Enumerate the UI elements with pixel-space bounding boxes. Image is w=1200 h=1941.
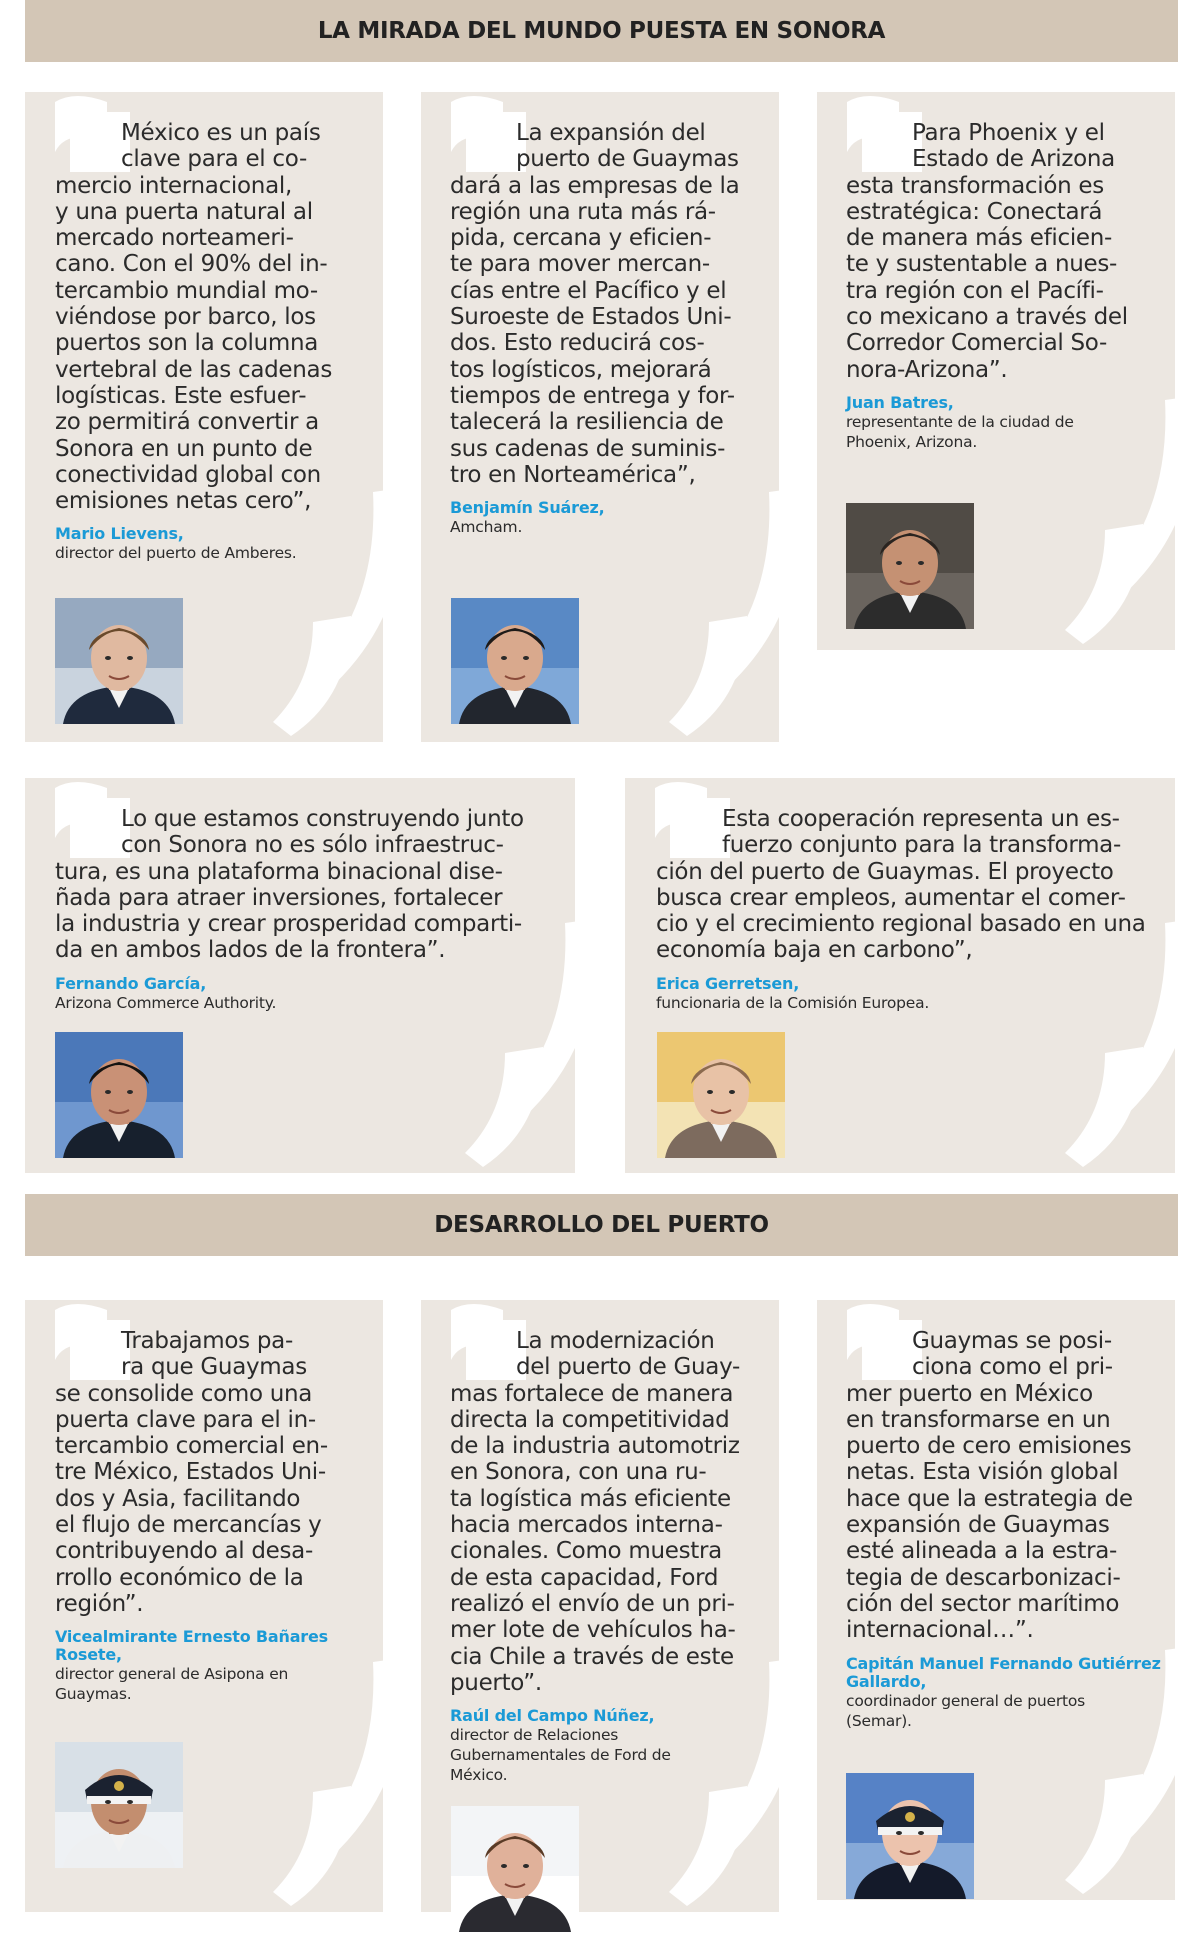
- quote-line: Trabajamos pa-: [121, 1328, 293, 1354]
- quote-line: cia Chile a través de este: [450, 1643, 734, 1670]
- quote-author: Juan Batres,: [846, 392, 954, 412]
- quote-line: de la industria automotriz: [450, 1433, 740, 1460]
- author-role: Arizona Commerce Authority.: [55, 993, 277, 1012]
- quote-line: cio y el crecimiento regional basado en una: [656, 911, 1146, 938]
- quote-line: internacional…”.: [846, 1617, 1034, 1644]
- quote-line: ciona como el pri-: [912, 1354, 1113, 1381]
- quote-line: ción del sector marítimo: [846, 1590, 1120, 1617]
- quote-block: [55, 1328, 355, 1704]
- quote-block: [450, 120, 780, 537]
- quote-line: tro en Norteamérica”,: [450, 461, 696, 488]
- quote-line: te y sustentable a nues-: [846, 251, 1118, 278]
- quote-line: tercambio comercial en-: [55, 1433, 328, 1460]
- quote-line: ñada para atraer inversiones, fortalecer: [55, 884, 503, 911]
- quote-line: ra que Guaymas: [121, 1354, 307, 1381]
- quote-line: cano. Con el 90% del in-: [55, 251, 328, 278]
- author-photo: [451, 1806, 579, 1932]
- quote-line: emisiones netas cero”,: [55, 488, 312, 515]
- quote-line: logísticas. Este esfuer-: [55, 382, 307, 409]
- quote-block: [450, 1328, 780, 1785]
- quote-line: dos. Esto reducirá cos-: [450, 330, 705, 357]
- quote-text: [656, 806, 1156, 964]
- author-role: Phoenix, Arizona.: [846, 432, 978, 451]
- quote-line: economía baja en carbono”,: [656, 937, 973, 964]
- author-role: director del puerto de Amberes.: [55, 544, 297, 563]
- quote-line: talecerá la resiliencia de: [450, 409, 724, 436]
- quote-line: región una ruta más rá-: [450, 198, 716, 225]
- quote-line: Guaymas se posi-: [912, 1328, 1112, 1354]
- quote-line: estratégica: Conectará: [846, 198, 1103, 225]
- author-role: director general de Asipona en: [55, 1665, 289, 1684]
- quote-line: con Sonora no es sólo infraestruc-: [121, 832, 504, 859]
- section-title: LA MIRADA DEL MUNDO PUESTA EN SONORA: [317, 18, 886, 44]
- author-photo: [657, 1032, 785, 1158]
- quote-text: [846, 1328, 1176, 1644]
- quote-line: rrollo económico de la: [55, 1564, 304, 1591]
- quote-block: [55, 120, 385, 563]
- quote-line: mercio internacional,: [55, 172, 292, 199]
- quote-line: puerto de Guaymas: [516, 146, 739, 173]
- quote-line: viéndose por barco, los: [55, 304, 316, 331]
- quote-line: tre México, Estados Uni-: [55, 1459, 326, 1486]
- quote-line: puertos son la columna: [55, 330, 319, 357]
- quote-line: Estado de Arizona: [912, 146, 1115, 173]
- quote-line: en transformarse en un: [846, 1406, 1111, 1433]
- quote-line: Suroeste de Estados Uni-: [450, 304, 732, 331]
- quote-line: Sonora en un punto de: [55, 435, 313, 462]
- quote-author: Mario Lievens,: [55, 524, 184, 544]
- quote-line: zo permitirá convertir a: [55, 409, 319, 436]
- quote-line: el flujo de mercancías y: [55, 1512, 322, 1539]
- quote-line: mer puerto en México: [846, 1380, 1093, 1407]
- quote-line: cionales. Como muestra: [450, 1538, 722, 1565]
- quote-line: del puerto de Guay-: [516, 1354, 740, 1381]
- author-photo: [55, 1032, 183, 1158]
- quote-line: hacia mercados interna-: [450, 1512, 723, 1539]
- quote-line: La expansión del: [516, 120, 706, 146]
- author-role: México.: [450, 1766, 508, 1785]
- quote-line: México es un país: [121, 120, 321, 146]
- quote-line: conectividad global con: [55, 461, 321, 488]
- quote-line: esta transformación es: [846, 172, 1104, 199]
- quote-line: Lo que estamos construyendo junto: [121, 806, 524, 832]
- quote-block: [656, 806, 1156, 1013]
- author-role: funcionaria de la Comisión Europea.: [656, 993, 930, 1012]
- quote-line: co mexicano a través del: [846, 304, 1128, 331]
- quote-line: contribuyendo al desa-: [55, 1538, 313, 1565]
- quote-line: en Sonora, con una ru-: [450, 1459, 707, 1486]
- quote-line: de manera más eficien-: [846, 225, 1113, 252]
- quote-text: [55, 120, 385, 514]
- author-role: (Semar).: [846, 1711, 912, 1730]
- quote-line: puerto”.: [450, 1669, 542, 1696]
- quote-text: [450, 1328, 780, 1696]
- quote-text: [450, 120, 780, 488]
- quote-line: mer lote de vehículos ha-: [450, 1617, 736, 1644]
- quote-line: tercambio mundial mo-: [55, 277, 318, 304]
- quote-line: busca crear empleos, aumentar el comer-: [656, 884, 1126, 911]
- quote-line: esté alineada a la estra-: [846, 1538, 1118, 1565]
- quote-author: Raúl del Campo Núñez,: [450, 1706, 655, 1726]
- quote-author: Fernando García,: [55, 973, 207, 993]
- quote-line: tra región con el Pacífi-: [846, 277, 1104, 304]
- quote-line: se consolide como una: [55, 1380, 313, 1407]
- quote-line: ta logística más eficiente: [450, 1485, 731, 1512]
- quote-line: sus cadenas de suminis-: [450, 435, 726, 462]
- quote-author: Erica Gerretsen,: [656, 973, 800, 993]
- author-photo: [846, 503, 974, 629]
- quote-line: fuerzo conjunto para la transforma-: [722, 832, 1121, 859]
- quote-line: directa la competitividad: [450, 1406, 730, 1433]
- quote-line: mas fortalece de manera: [450, 1380, 734, 1407]
- quote-line: Esta cooperación representa un es-: [722, 806, 1120, 832]
- author-role: Amcham.: [450, 518, 523, 537]
- quote-line: mercado norteameri-: [55, 225, 294, 252]
- quote-line: dará a las empresas de la: [450, 172, 740, 199]
- author-role: coordinador general de puertos: [846, 1691, 1086, 1710]
- quote-line: tegia de descarbonizaci-: [846, 1564, 1121, 1591]
- quote-block: [55, 806, 555, 1013]
- quote-author: Capitán Manuel Fernando Gutiérrez Gallardo,: [846, 1653, 1161, 1691]
- quote-line: vertebral de las cadenas: [55, 356, 333, 383]
- quote-line: La modernización: [516, 1328, 715, 1354]
- quote-author: Vicealmirante Ernesto Bañares Rosete,: [55, 1627, 328, 1665]
- author-photo: [55, 598, 183, 724]
- quote-line: puerto de cero emisiones: [846, 1433, 1132, 1460]
- quote-line: tiempos de entrega y for-: [450, 382, 735, 409]
- quote-line: netas. Esta visión global: [846, 1459, 1119, 1486]
- quote-line: te para mover mercan-: [450, 251, 710, 278]
- section-title: DESARROLLO DEL PUERTO: [434, 1212, 769, 1238]
- quote-line: tura, es una plataforma binacional dise-: [55, 858, 503, 885]
- quote-block: [846, 1328, 1176, 1731]
- quote-text: [55, 1328, 355, 1617]
- author-role: Guaymas.: [55, 1685, 132, 1704]
- quote-line: realizó el envío de un pri-: [450, 1590, 735, 1617]
- quote-line: y una puerta natural al: [55, 198, 313, 225]
- quote-text: [55, 806, 555, 964]
- quote-author: Benjamín Suárez,: [450, 498, 605, 518]
- quote-line: tos logísticos, mejorará: [450, 356, 712, 383]
- quote-line: región”.: [55, 1590, 144, 1617]
- quote-line: puerta clave para el in-: [55, 1406, 316, 1433]
- quote-line: expansión de Guaymas: [846, 1512, 1110, 1539]
- quote-line: cías entre el Pacífico y el: [450, 277, 727, 304]
- author-photo: [846, 1773, 974, 1899]
- quote-text: [846, 120, 1176, 383]
- quote-block: [846, 120, 1176, 452]
- quote-line: Corredor Comercial So-: [846, 330, 1107, 357]
- quote-line: de esta capacidad, Ford: [450, 1564, 719, 1591]
- quote-line: clave para el co-: [121, 146, 307, 173]
- quote-line: da en ambos lados de la frontera”.: [55, 937, 446, 964]
- author-photo: [55, 1742, 183, 1868]
- quote-line: pida, cercana y eficien-: [450, 225, 712, 252]
- author-photo: [451, 598, 579, 724]
- author-role: Gubernamentales de Ford de: [450, 1746, 671, 1765]
- quote-line: hace que la estrategia de: [846, 1485, 1133, 1512]
- author-role: director de Relaciones: [450, 1726, 619, 1745]
- author-role: representante de la ciudad de: [846, 412, 1074, 431]
- section-band-desarrollo: [25, 1194, 1178, 1256]
- quote-line: dos y Asia, facilitando: [55, 1485, 301, 1512]
- section-band-mirada: [25, 0, 1178, 62]
- quote-line: ción del puerto de Guaymas. El proyecto: [656, 858, 1114, 885]
- quote-line: Para Phoenix y el: [912, 120, 1105, 146]
- quote-line: nora-Arizona”.: [846, 356, 1008, 383]
- quote-line: la industria y crear prosperidad comparti-: [55, 911, 522, 938]
